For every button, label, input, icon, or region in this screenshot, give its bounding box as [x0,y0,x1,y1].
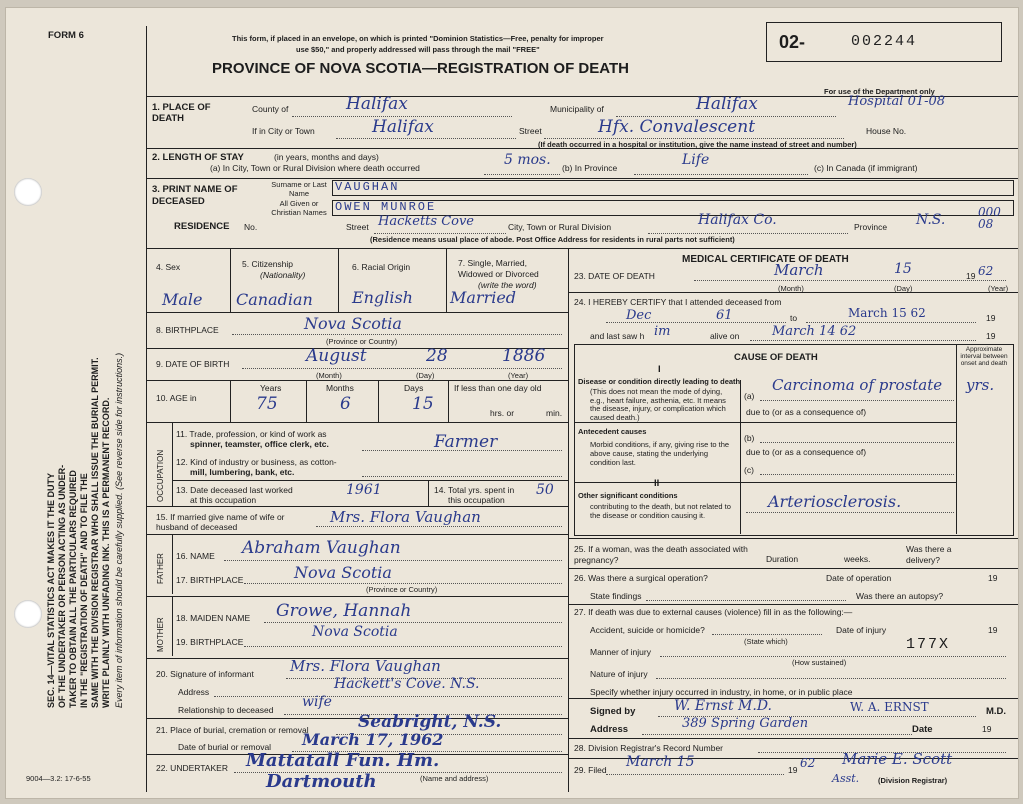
death-registration-form [6,8,1018,798]
burial-date-label: Date of burial or removal [178,742,272,752]
length-of-stay-sub: (in years, months and days) [274,152,379,162]
state-which-label: (State which) [744,637,788,646]
side-line: SEC. 14—VITAL STATISTICS ACT MAKES IT THE DUTY [46,472,56,708]
center-divider [568,248,569,792]
last-worked-label: 13. Date deceased last worked [176,485,293,495]
relationship-label: Relationship to deceased [178,705,274,715]
state-findings-label: State findings [590,591,642,601]
form-title: PROVINCE OF NOVA SCOTIA—REGISTRATION OF DEATH [212,60,629,77]
trade-label-2: spinner, teamster, office clerk, etc. [190,439,329,449]
marital-label: 7. Single, Married, Widowed or Divorced [458,258,539,279]
other-conditions-note: contributing to the death, but not related to the disease or condition causing it. [590,502,731,520]
signature-year-prefix: 19 [982,724,992,734]
signed-by-label: Signed by [590,706,636,717]
industry-label-2: mill, lumbering, bank, etc. [190,467,295,477]
city-value: Halifax [372,117,434,137]
how-sustained-label: (How sustained) [792,658,847,667]
delivery-label: Was there a delivery? [906,544,952,566]
form-label: FORM 6 [48,30,84,41]
mother-maiden-value: Growe, Hannah [276,601,412,621]
stay-canada-label: (c) In Canada (if immigrant) [814,163,918,173]
filed-label: 29. Filed [574,765,607,775]
external-causes-label: 27. If death was due to external causes (violence) fill in as the following:— [574,607,853,617]
burial-place-value: Seabright, N.S. [358,712,502,732]
place-note: (If death occurred in a hospital or institution, give the name instead of street and number) [538,140,857,149]
side-line: SAME WITH THE DIVISION REGISTRAR WHO SHALL ISSUE THE BURIAL PERMIT. [90,357,100,708]
racial-label: 6. Racial Origin [352,262,411,272]
punch-hole-bottom [14,600,42,628]
side-line: Every item of information should be carefully supplied. (See reverse side for instructions.) [114,352,124,708]
residence-city-label: City, Town or Rural Division [508,222,612,232]
print-name-label: 3. PRINT NAME OF DECEASED [152,184,238,208]
occupation-side-label: OCCUPATION [156,449,165,502]
side-line: IN THE "REGISTRATION OF DEATH" AND TO FILE THE [79,473,89,708]
county-value: Halifax [346,94,408,114]
dob-day: 28 [426,346,448,366]
citizenship-label: 5. Citizenship [242,259,294,269]
min-label: min. [546,408,563,418]
filed-date: March 15 [626,754,695,770]
undertaker-label: 22. UNDERTAKER [156,763,228,773]
attended-from-year: 61 [716,308,733,323]
informant-sig-value: Mrs. Flora Vaughan [290,657,441,675]
dob-month: August [306,346,367,366]
death-year-sub: (Year) [988,284,1009,293]
spouse-label: 15. If married give name of wife or husband of deceased [156,512,285,533]
residence-note: (Residence means usual place of abode. Post Office Address for residents in rural parts not sufficient) [370,235,735,244]
undertaker-sub: (Name and address) [420,774,489,783]
residence-dept-code: 000 08 [978,205,1001,231]
due-to-b: due to (or as a consequence of) [746,447,867,457]
side-line: OF THE UNDERTAKER OR PERSON ACTING AS UNDER- [57,464,67,708]
cause-of-death-header: CAUSE OF DEATH [734,352,818,363]
residence-no-label: No. [244,222,258,232]
city-label: If in City or Town [252,126,315,136]
due-to-a: due to (or as a consequence of) [746,407,867,417]
registrar-signature: Marie E. Scott [842,750,953,768]
given-names-value: OWEN MUNROE [335,200,437,214]
reg-prefix: 02- [779,32,806,52]
birthplace-label: 8. BIRTHPLACE [156,325,219,335]
death-year-prefix: 19 [966,271,976,281]
death-month-sub: (Month) [778,284,804,293]
write-word-note: (write the word) [478,280,537,290]
surname-value: VAUGHAN [335,180,400,194]
antecedent-note: Morbid conditions, if any, giving rise to the above cause, stating the underlying condition last. [590,440,730,467]
stay-province-value: Life [682,152,710,168]
mail-notice-2: use $50," and properly addressed will pass through the mail "FREE" [296,45,540,54]
attended-to-label: to [790,313,798,323]
attended-to-year-prefix: 19 [986,313,996,323]
surgery-label: 26. Was there a surgical operation? [574,573,708,583]
stay-province-label: (b) In Province [562,163,618,173]
cause-roman-1: I [658,364,661,375]
residence-street-value: Hacketts Cove [378,214,475,229]
given-names-label: All Given or Christian Names [271,199,327,217]
registrar-assistant: Asst. [832,772,860,785]
citizenship-sub: (Nationality) [260,270,306,280]
medical-certificate-header: MEDICAL CERTIFICATE OF DEATH [682,254,849,265]
dob-day-sub: (Day) [416,371,435,380]
form-left-border [146,26,147,792]
death-day-sub: (Day) [894,284,913,293]
injury-date-label: Date of injury [836,625,887,635]
last-worked-label-2: at this occupation [190,495,257,505]
reg-number: 002244 [851,33,918,50]
informant-address-value: Hackett's Cove. N.S. [334,676,480,692]
cause-c-label: (c) [744,465,754,475]
burial-place-label: 21. Place of burial, cremation or removal [156,725,309,735]
total-years-value: 50 [536,482,554,498]
residence-province-value: N.S. [916,212,946,228]
nature-label: Nature of injury [590,669,648,679]
undertaker-address: Dartmouth [266,771,377,792]
age-months: 6 [340,394,351,414]
attended-from-month: Dec [626,308,652,323]
dob-year: 1886 [502,346,546,366]
last-worked-value: 1961 [346,482,382,498]
father-birthplace-label: 17. BIRTHPLACE [176,575,244,585]
signed-by-print: W. A. ERNST [850,700,929,714]
signature-address-label: Address [590,724,629,735]
weeks-label: weeks. [844,554,871,564]
certify-label: 24. I HEREBY CERTIFY that I attended deceased from [574,297,782,307]
total-years-label: 14. Total yrs. spent in [434,485,515,495]
signed-by-value: W. Ernst M.D. [674,698,772,714]
father-name-value: Abraham Vaughan [242,538,401,558]
father-side-label: FATHER [156,553,165,584]
citizenship-value: Canadian [236,290,313,309]
mail-notice-1: This form, if placed in an envelope, on which is printed "Dominion Statistics—Free, penalty for improper [232,34,604,43]
years-label: Years [260,383,282,393]
informant-address-label: Address [178,687,210,697]
punch-hole-top [14,178,42,206]
injury-year-prefix: 19 [988,625,998,635]
other-conditions-value: Arteriosclerosis. [768,492,902,511]
sex-value: Male [162,290,203,309]
cause-a-interval: yrs. [966,376,995,394]
trade-value: Farmer [434,432,498,452]
industry-label: 12. Kind of industry or business, as cotton- [176,457,337,467]
length-of-stay-label: 2. LENGTH OF STAY [152,152,244,163]
hrs-label: hrs. or [490,408,515,418]
interval-label: Approximate interval between onset and death [960,346,1008,367]
side-line: TAKER TO OBTAIN ALL THE PARTICULARS REQUIRED [68,470,78,708]
stay-city-value: 5 mos. [504,152,551,168]
stay-city-label: (a) In City, Town or Rural Division where death occurred [210,163,420,173]
undertaker-name: Mattatall Fun. Hm. [246,750,440,771]
dept-use-label: For use of the Department only [824,87,935,96]
filed-year: 62 [800,756,816,770]
dob-label: 9. DATE OF BIRTH [156,359,230,369]
relationship-value: wife [302,694,332,710]
md-label: M.D. [986,706,1007,717]
filed-year-prefix: 19 [788,765,798,775]
spouse-value: Mrs. Flora Vaughan [330,508,481,526]
residence-street-label: Street [346,222,369,232]
age-years: 75 [256,394,278,414]
residence-label: RESIDENCE [174,221,230,232]
mother-maiden-label: 18. MAIDEN NAME [176,613,251,623]
mother-birthplace-value: Nova Scotia [312,624,398,640]
last-seen-pronoun: im [654,324,671,339]
place-of-death-label: 1. PLACE OF DEATH [152,102,211,124]
street-value: Hfx. Convalescent [598,117,756,137]
municipality-label: Municipality of [550,104,604,114]
age-days: 15 [412,394,434,414]
father-name-label: 16. NAME [176,551,215,561]
antecedent-label: Antecedent causes [578,427,647,436]
dob-year-sub: (Year) [508,371,529,380]
signature-date-label: Date [912,724,933,735]
days-label: Days [404,383,424,393]
burial-date-value: March 17, 1962 [302,730,444,749]
dept-hospital-code: Hospital 01-08 [848,94,946,109]
specify-label: Specify whether injury occurred in industry, in home, or in public place [590,687,853,697]
last-seen-year-prefix: 19 [986,331,996,341]
signature-address-value: 389 Spring Garden [682,716,809,731]
accident-label: Accident, suicide or homicide? [590,625,705,635]
registration-number-box [766,22,1002,62]
less-than-day-label: If less than one day old [454,383,542,393]
house-no-label: House No. [866,126,907,136]
age-label: 10. AGE in [156,393,197,403]
total-years-label-2: this occupation [448,495,505,505]
last-seen-label: and last saw h [590,331,645,341]
injury-code: 177X [906,636,951,653]
death-year: 62 [978,264,994,278]
pregnancy-label: 25. If a woman, was the death associated with pregnancy? [574,544,748,566]
trade-label: 11. Trade, profession, or kind of work as [176,429,327,439]
form-code: 9004—3.2: 17-6-55 [26,774,91,783]
dob-month-sub: (Month) [316,371,342,380]
father-birthplace-value: Nova Scotia [294,563,392,582]
birthplace-value: Nova Scotia [304,314,402,333]
informant-sig-label: 20. Signature of informant [156,669,254,679]
mother-side-label: MOTHER [156,617,165,652]
operation-year-prefix: 19 [988,573,998,583]
county-label: County of [252,104,289,114]
father-birthplace-sub: (Province or Country) [366,585,438,594]
manner-label: Manner of injury [590,647,651,657]
cause-b-label: (b) [744,433,755,443]
duration-label: Duration [766,554,799,564]
alive-on-label: alive on [710,331,740,341]
cause-roman-2: II [654,478,660,489]
cause-a-value: Carcinoma of prostate [772,376,943,394]
birthplace-sub: (Province or Country) [326,337,398,346]
racial-value: English [352,288,413,307]
side-line: WRITE PLAINLY WITH UNFADING INK. THIS IS A PERMANENT RECORD. [101,397,111,708]
last-seen-date: March 14 62 [772,324,857,339]
cause-a-label: (a) [744,391,755,401]
operation-date-label: Date of operation [826,573,892,583]
other-conditions-label: Other significant conditions [578,491,678,500]
registrar-label: (Division Registrar) [878,776,948,785]
marital-value: Married [450,288,517,307]
death-day: 15 [894,261,912,277]
surname-field [332,180,1014,196]
months-label: Months [326,383,354,393]
sex-label: 4. Sex [156,262,181,272]
surname-label: Surname or Last Name [271,180,327,198]
registrar-record-label: 28. Division Registrar's Record Number [574,743,724,753]
street-label: Street [519,126,542,136]
residence-city-value: Halifax Co. [698,212,777,228]
attended-to-date: March 15 62 [848,306,926,320]
date-of-death-label: 23. DATE OF DEATH [574,271,655,281]
mother-birthplace-label: 19. BIRTHPLACE [176,637,244,647]
municipality-value: Halifax [696,94,758,114]
autopsy-label: Was there an autopsy? [856,591,944,601]
residence-province-label: Province [854,222,888,232]
death-month: March [774,261,824,279]
direct-cause-note: (This does not mean the mode of dying, e.g., heart failure, asthenia, etc. It means the disease, injury, or complication which caused death.) [590,387,726,422]
direct-cause-label: Disease or condition directly leading to death [578,377,741,386]
